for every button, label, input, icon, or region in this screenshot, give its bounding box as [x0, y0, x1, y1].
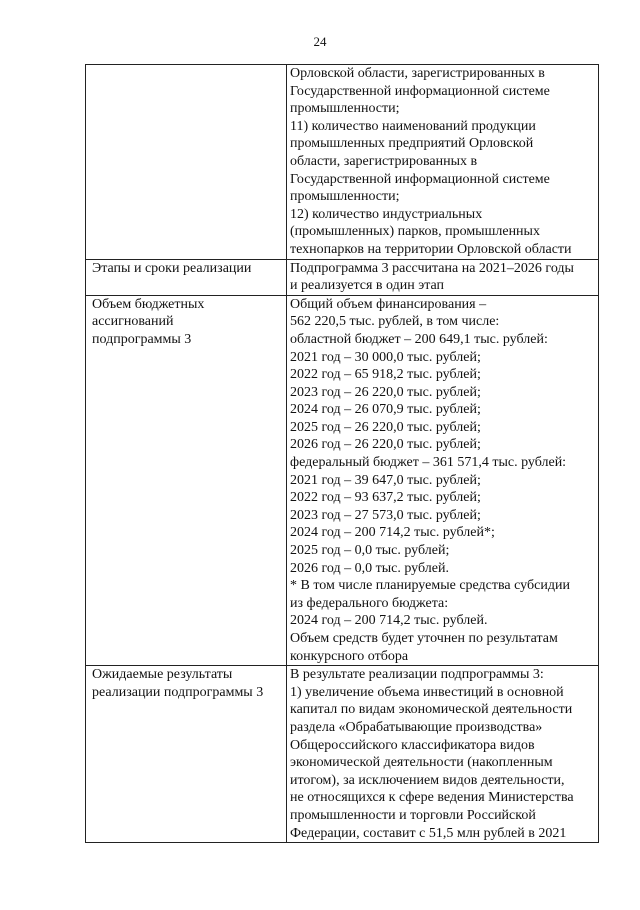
- passport-table: [85, 64, 599, 843]
- content-line: 2024 год – 200 714,2 тыс. рублей*;: [290, 525, 495, 541]
- content-line: 562 220,5 тыс. рублей, в том числе:: [290, 314, 500, 330]
- content-line: конкурсного отбора: [290, 648, 409, 664]
- content-line: 2022 год – 93 637,2 тыс. рублей;: [290, 490, 481, 506]
- content-line: 11) количество наименований продукции: [290, 118, 536, 134]
- content-line: Общероссийского классификатора видов: [290, 737, 535, 753]
- table-row: [86, 295, 599, 665]
- content-line: областной бюджет – 200 649,1 тыс. рублей:: [290, 331, 548, 347]
- content-line: итогом), за исключением видов деятельности,: [290, 772, 565, 788]
- page-number: 24: [313, 34, 327, 49]
- content-line: федеральный бюджет – 361 571,4 тыс. рублей:: [290, 455, 567, 471]
- label-line: Объем бюджетных: [92, 296, 205, 312]
- row-content-cell: [287, 65, 599, 260]
- content-line: Федерации, составит с 51,5 млн рублей в 2021: [290, 825, 567, 841]
- content-line: 2025 год – 26 220,0 тыс. рублей;: [290, 419, 481, 435]
- row-content-cell: [287, 295, 599, 665]
- content-line: 2021 год – 30 000,0 тыс. рублей;: [290, 349, 481, 365]
- row-content-cell: [287, 666, 599, 843]
- content-line: области, зарегистрированных в: [290, 153, 478, 169]
- table-row: [86, 65, 599, 260]
- row-label-cell: [86, 295, 287, 665]
- content-line: Государственной информационной системе: [290, 171, 550, 187]
- content-line: промышленности;: [290, 189, 400, 205]
- content-line: и реализуется в один этап: [290, 278, 445, 294]
- content-line: технопарков на территории Орловской области: [290, 241, 572, 257]
- content-line: * В том числе планируемые средства субсидии: [290, 578, 570, 594]
- content-line: Объем средств будет уточнен по результатам: [290, 631, 558, 646]
- content-line: промышленных предприятий Орловской: [290, 136, 534, 152]
- content-line: раздела «Обрабатывающие производства»: [290, 719, 543, 735]
- content-line: В результате реализации подпрограммы 3:: [290, 667, 544, 683]
- content-line: Государственной информационной системе: [290, 83, 550, 99]
- content-line: промышленности и торговли Российской: [290, 807, 536, 823]
- content-line: 2023 год – 26 220,0 тыс. рублей;: [290, 384, 481, 400]
- content-line: 2023 год – 27 573,0 тыс. рублей;: [290, 507, 481, 523]
- label-line: Этапы и сроки реализации: [92, 260, 252, 276]
- content-line: Подпрограмма 3 рассчитана на 2021–2026 годы: [290, 260, 574, 276]
- label-line: реализации подпрограммы 3: [92, 684, 264, 700]
- row-label-cell: [86, 259, 287, 295]
- label-line: Ожидаемые результаты: [92, 667, 233, 683]
- content-line: 2021 год – 39 647,0 тыс. рублей;: [290, 472, 481, 488]
- content-line: капитал по видам экономической деятельности: [290, 702, 573, 718]
- table-row: [86, 259, 599, 295]
- content-line: (промышленных) парков, промышленных: [290, 224, 540, 240]
- content-line: экономической деятельности (накопленным: [290, 755, 553, 771]
- content-line: не относящихся к сфере ведения Министерства: [290, 790, 574, 806]
- table-row: [86, 666, 599, 843]
- content-line: Орловской области, зарегистрированных в: [290, 66, 545, 81]
- content-line: 2026 год – 0,0 тыс. рублей.: [290, 560, 449, 576]
- content-line: промышленности;: [290, 101, 400, 117]
- label-line: ассигнований: [92, 314, 174, 330]
- row-label-cell: [86, 666, 287, 843]
- content-line: 2024 год – 26 070,9 тыс. рублей;: [290, 402, 481, 418]
- row-content-cell: [287, 259, 599, 295]
- content-line: из федерального бюджета:: [290, 595, 449, 611]
- content-line: 2022 год – 65 918,2 тыс. рублей;: [290, 367, 481, 383]
- content-line: 1) увеличение объема инвестиций в основной: [290, 684, 564, 700]
- content-line: Общий объем финансирования –: [290, 296, 487, 312]
- label-line: подпрограммы 3: [92, 331, 192, 347]
- content-line: 12) количество индустриальных: [290, 206, 483, 222]
- content-line: 2026 год – 26 220,0 тыс. рублей;: [290, 437, 481, 453]
- content-line: 2025 год – 0,0 тыс. рублей;: [290, 543, 450, 559]
- content-line: 2024 год – 200 714,2 тыс. рублей.: [290, 613, 488, 629]
- row-label-cell: [86, 65, 287, 260]
